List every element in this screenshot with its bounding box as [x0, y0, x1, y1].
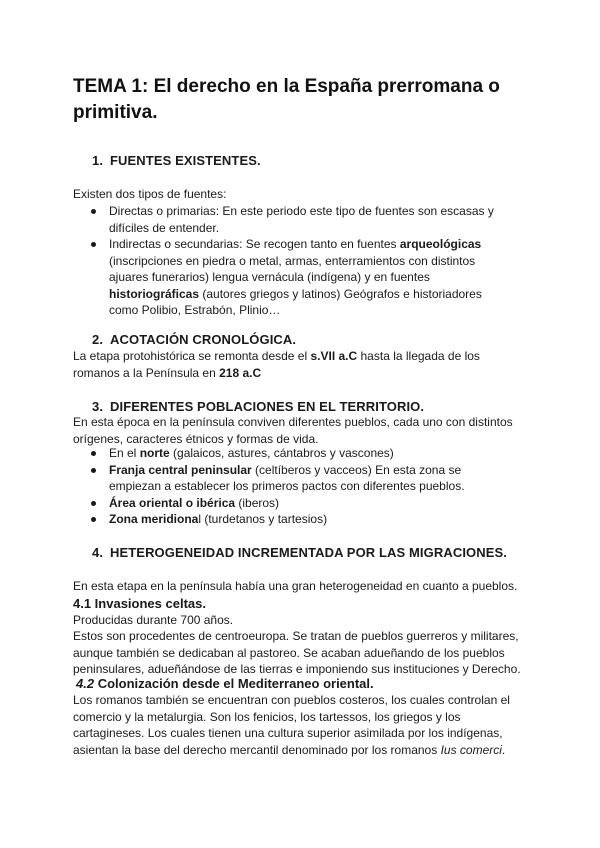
paragraph: En esta etapa en la península había una gran heterogeneidad en cuanto a pueblos. [73, 579, 518, 593]
section-number: 2. [92, 332, 104, 347]
list-item: Franja central peninsular (celtíberos y vacceos) En esta zona se empiezan a establecer los primeros pactos con diferentes pueblos. [73, 462, 513, 495]
section-heading-fuentes [92, 152, 261, 169]
list-item: Indirectas o secundarias: Se recogen tanto en fuentes arqueológicas (inscripciones en piedra o metal, armas, enterramientos con distintos ajuares funerarios) lengua vernácula (indígena) y en fuentes historiográficas (autores griegos y latinos) Geógrafos e historiadores como Polibio, Estrabón, Plinio… [73, 236, 513, 319]
section-title: HETEROGENEIDAD INCREMENTADA POR LAS MIGRACIONES. [110, 545, 507, 560]
section-number: 1. [92, 153, 104, 168]
list-item: Zona meridional (turdetanos y tartesios) [73, 511, 513, 528]
section-heading-poblaciones [92, 398, 424, 415]
bullet-list [73, 203, 513, 319]
section-number: 3. [92, 399, 104, 414]
page-title: TEMA 1: El derecho en la España prerromana o primitiva. [73, 76, 500, 123]
paragraph: Existen dos tipos de fuentes: [73, 187, 227, 201]
paragraph: Los romanos también se encuentran con pueblos costeros, los cuales controlan el comercio y la metalurgia. Son los fenicios, los tartessos, los griegos y los cartagineses. Los cuales tienen una cultura superior asimilada por los indígenas, asientan la base del derecho mercantil denominado por los romanos Ius comerci. [73, 693, 510, 757]
section-title: DIFERENTES POBLACIONES EN EL TERRITORIO. [110, 399, 425, 414]
list-item: Área oriental o ibérica (iberos) [73, 495, 513, 512]
list-item: Directas o primarias: En este periodo este tipo de fuentes son escasas y difíciles de entender. [73, 203, 513, 236]
bullet-list [73, 445, 513, 528]
section-title: ACOTACIÓN CRONOLÓGICA. [110, 332, 297, 347]
section-number: 4. [92, 545, 104, 560]
section-heading-acotacion [92, 331, 296, 348]
section-heading-heterogeneidad [92, 544, 507, 561]
subsection-heading: 4.2 Colonización desde el Mediterraneo oriental. [76, 676, 374, 691]
paragraph: En esta época en la península conviven diferentes pueblos, cada uno con distintos orígenes, caracteres étnicos y formas de vida. [73, 415, 513, 446]
paragraph: Producidas durante 700 años. [73, 613, 234, 627]
list-item: En el norte (galaicos, astures, cántabros y vascones) [73, 445, 513, 462]
section-title: FUENTES EXISTENTES. [110, 153, 261, 168]
paragraph: Estos son procedentes de centroeuropa. Se tratan de pueblos guerreros y militares, aunque también se dedicaban al pastoreo. Se acaban adueñando de los pueblos peninsulares, adueñándose de las tierras e imponiendo sus instituciones y Derecho. [73, 629, 521, 676]
paragraph: La etapa protohistórica se remonta desde el s.VII a.C hasta la llegada de los romanos a la Península en 218 a.C [73, 349, 480, 380]
subsection-heading: 4.1 Invasiones celtas. [73, 596, 206, 611]
